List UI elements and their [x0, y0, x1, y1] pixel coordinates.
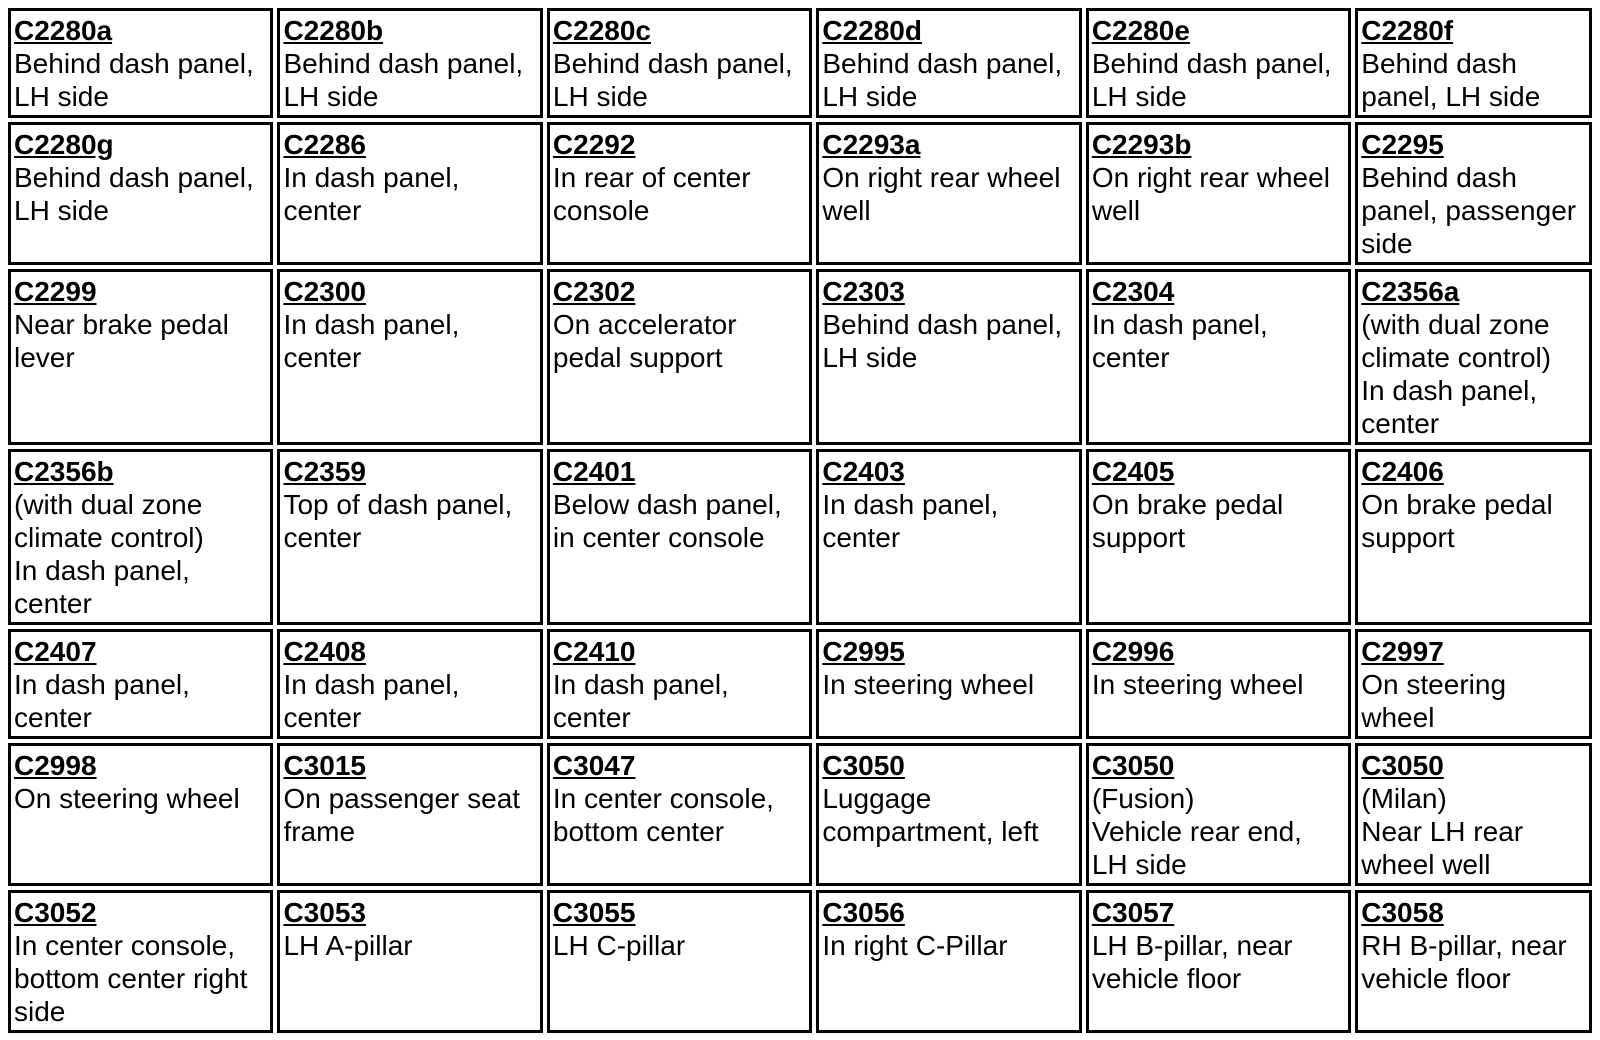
connector-location: On brake pedal support — [1091, 489, 1284, 553]
connector-location: (with dual zone climate control) In dash panel, center — [1361, 309, 1552, 439]
connector-cell — [547, 743, 812, 886]
connector-code: C2280e — [1091, 15, 1190, 46]
connector-cell — [277, 743, 542, 886]
connector-location: LH A-pillar — [283, 930, 413, 961]
connector-cell — [8, 8, 273, 118]
connector-cell — [1355, 122, 1592, 265]
connector-code: C3050 — [822, 750, 905, 781]
connector-code: C2403 — [822, 456, 905, 487]
connector-cell — [816, 449, 1081, 625]
connector-code: C3050 — [1361, 750, 1444, 781]
connector-code: C2359 — [283, 456, 366, 487]
connector-location: In dash panel, center — [1091, 309, 1268, 373]
connector-code: C2997 — [1361, 636, 1444, 667]
connector-code: C2302 — [552, 276, 636, 307]
connector-code: C2280f — [1361, 15, 1454, 46]
connector-location: LH C-pillar — [552, 930, 686, 961]
connector-cell — [277, 890, 542, 1033]
connector-code: C3053 — [283, 897, 366, 928]
connector-cell — [8, 122, 273, 265]
connector-location: Behind dash panel, LH side — [283, 48, 524, 112]
connector-code: C3055 — [552, 897, 636, 928]
connector-location: In rear of center console — [552, 162, 751, 226]
connector-cell — [277, 122, 542, 265]
connector-code: C3056 — [822, 897, 905, 928]
connector-cell — [1086, 890, 1351, 1033]
connector-location: In dash panel, center — [14, 669, 190, 733]
connector-code: C2295 — [1361, 129, 1444, 160]
connector-location: On accelerator pedal support — [552, 309, 737, 373]
connector-location: On right rear wheel well — [1091, 162, 1330, 226]
connector-location: Behind dash panel, LH side — [1091, 48, 1332, 112]
connector-cell — [547, 629, 812, 739]
connector-location: In center console, bottom center — [552, 783, 774, 847]
connector-cell — [547, 8, 812, 118]
connector-location: Behind dash panel, LH side — [822, 309, 1063, 373]
table-body — [8, 8, 1592, 1033]
connector-code: C2293a — [822, 129, 921, 160]
connector-cell — [1086, 743, 1351, 886]
connector-location: Luggage compartment, left — [822, 783, 1039, 847]
connector-cell — [1355, 890, 1592, 1033]
connector-code: C2407 — [14, 636, 97, 667]
connector-code: C2356b — [14, 456, 114, 487]
connector-location: On passenger seat frame — [283, 783, 521, 847]
connector-code: C2293b — [1091, 129, 1192, 160]
connector-cell — [1086, 449, 1351, 625]
table-row — [8, 629, 1592, 739]
connector-location: LH B-pillar, near vehicle floor — [1091, 930, 1293, 994]
connector-cell — [816, 122, 1081, 265]
connector-code: C3052 — [14, 897, 97, 928]
connector-location: (with dual zone climate control) In dash panel, center — [14, 489, 204, 619]
connector-location: Behind dash panel, LH side — [14, 162, 254, 226]
connector-cell — [1086, 269, 1351, 445]
connector-cell — [547, 122, 812, 265]
connector-location: Top of dash panel, center — [283, 489, 513, 553]
table-row — [8, 743, 1592, 886]
connector-location: In steering wheel — [1091, 669, 1304, 700]
connector-cell — [277, 629, 542, 739]
connector-code: C2280g — [14, 129, 114, 160]
connector-code: C2408 — [283, 636, 366, 667]
connector-location: Behind dash panel, LH side — [822, 48, 1063, 112]
connector-location: RH B-pillar, near vehicle floor — [1361, 930, 1567, 994]
connector-location: In dash panel, center — [283, 309, 460, 373]
connector-cell — [816, 629, 1081, 739]
connector-code: C2405 — [1091, 456, 1175, 487]
connector-cell — [547, 890, 812, 1033]
connector-code: C3050 — [1091, 750, 1175, 781]
connector-location: In dash panel, center — [822, 489, 999, 553]
connector-cell — [8, 743, 273, 886]
connector-location: On right rear wheel well — [822, 162, 1061, 226]
table-row — [8, 269, 1592, 445]
connector-code: C2406 — [1361, 456, 1444, 487]
connector-location: (Milan) Near LH rear wheel well — [1361, 783, 1524, 880]
connector-code: C2280d — [822, 15, 922, 46]
connector-location: In dash panel, center — [283, 162, 460, 226]
connector-cell — [1355, 8, 1592, 118]
connector-code: C2998 — [14, 750, 97, 781]
connector-location: Behind dash panel, passenger side — [1361, 162, 1577, 259]
connector-cell — [1355, 629, 1592, 739]
connector-cell — [1355, 269, 1592, 445]
connector-code: C2356a — [1361, 276, 1460, 307]
connector-code: C2280c — [552, 15, 651, 46]
connector-code: C2286 — [283, 129, 366, 160]
connector-cell — [816, 269, 1081, 445]
connector-location: In right C-Pillar — [822, 930, 1008, 961]
connector-cell — [1086, 629, 1351, 739]
table-row — [8, 449, 1592, 625]
table-row — [8, 890, 1592, 1033]
connector-location: In steering wheel — [822, 669, 1035, 700]
connector-code: C3058 — [1361, 897, 1444, 928]
connector-cell — [8, 269, 273, 445]
connector-cell — [277, 449, 542, 625]
connector-location: Behind dash panel, LH side — [1361, 48, 1541, 112]
table-row — [8, 8, 1592, 118]
connector-location: Below dash panel, in center console — [552, 489, 782, 553]
connector-location: Near brake pedal lever — [14, 309, 229, 373]
connector-code: C2995 — [822, 636, 905, 667]
connector-location: In center console, bottom center right side — [14, 930, 248, 1027]
connector-code: C2304 — [1091, 276, 1175, 307]
connector-cell — [1086, 122, 1351, 265]
connector-cell — [1355, 449, 1592, 625]
connector-cell — [8, 449, 273, 625]
connector-location-table — [4, 4, 1596, 1037]
connector-cell — [547, 449, 812, 625]
connector-cell — [277, 269, 542, 445]
connector-location: Behind dash panel, LH side — [552, 48, 793, 112]
connector-cell — [1086, 8, 1351, 118]
connector-cell — [8, 629, 273, 739]
connector-code: C2303 — [822, 276, 905, 307]
table-row — [8, 122, 1592, 265]
connector-cell — [816, 8, 1081, 118]
connector-cell — [1355, 743, 1592, 886]
connector-code: C2280a — [14, 15, 113, 46]
connector-code: C2410 — [552, 636, 636, 667]
connector-code: C2300 — [283, 276, 366, 307]
connector-code: C3057 — [1091, 897, 1175, 928]
connector-location: On brake pedal support — [1361, 489, 1553, 553]
connector-code: C2401 — [552, 456, 636, 487]
connector-code: C3047 — [552, 750, 636, 781]
connector-location: On steering wheel — [1361, 669, 1507, 733]
connector-cell — [8, 890, 273, 1033]
connector-cell — [816, 890, 1081, 1033]
connector-location: Behind dash panel, LH side — [14, 48, 254, 112]
connector-code: C2299 — [14, 276, 97, 307]
connector-cell — [277, 8, 542, 118]
connector-location: In dash panel, center — [552, 669, 729, 733]
connector-code: C2280b — [283, 15, 384, 46]
connector-location: (Fusion) Vehicle rear end, LH side — [1091, 783, 1302, 880]
connector-cell — [816, 743, 1081, 886]
connector-code: C3015 — [283, 750, 366, 781]
connector-location: In dash panel, center — [283, 669, 460, 733]
connector-code: C2292 — [552, 129, 636, 160]
connector-code: C2996 — [1091, 636, 1175, 667]
connector-location: On steering wheel — [14, 783, 240, 814]
connector-cell — [547, 269, 812, 445]
